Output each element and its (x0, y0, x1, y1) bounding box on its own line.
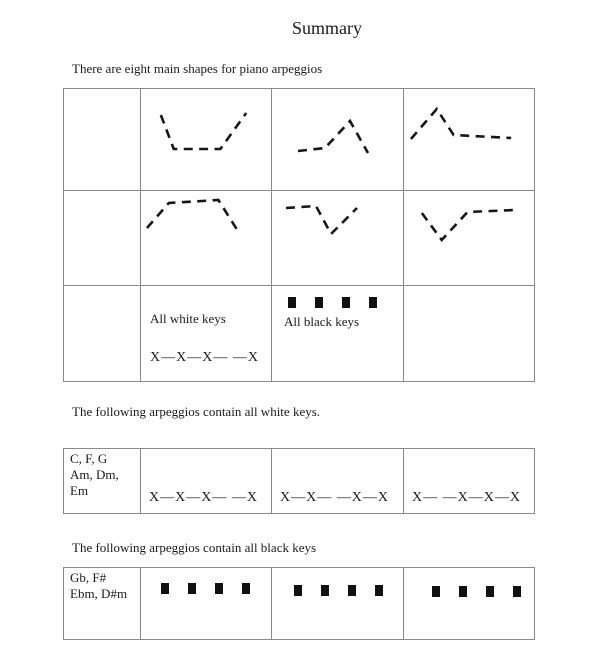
black-key-square (242, 583, 250, 594)
white-chords-line-1: C, F, G (70, 451, 108, 466)
black-pattern-cell-3 (403, 568, 534, 639)
shape-cell-dip-early (403, 190, 534, 285)
black-keys-label: All black keys (284, 314, 360, 329)
white-chords-line-2: Am, Dm, Em (70, 467, 119, 498)
shapes-table-row-2 (64, 190, 534, 285)
white-keys-pattern: X—X—X— —X (150, 350, 259, 365)
black-key-square (432, 586, 440, 597)
arpeggio-shape-dip-late-icon (272, 195, 403, 255)
white-pattern-1: X—X—X— —X (149, 490, 258, 505)
empty-cell (64, 285, 140, 381)
black-key-square (369, 297, 377, 308)
white-keys-label: All white keys (150, 311, 226, 326)
black-key-square (348, 585, 356, 596)
black-key-square (321, 585, 329, 596)
black-key-squares (294, 583, 402, 601)
black-key-square (375, 585, 383, 596)
white-arpeggios-row (64, 449, 534, 513)
black-key-square (161, 583, 169, 594)
black-arpeggios-row (64, 568, 534, 639)
arpeggio-shape-dip-early-icon (404, 195, 534, 255)
shapes-table (63, 88, 535, 382)
black-key-squares (161, 581, 269, 599)
black-key-square (294, 585, 302, 596)
arpeggio-shape-peak-late-icon (272, 99, 403, 159)
black-key-square (342, 297, 350, 308)
black-key-square (315, 297, 323, 308)
black-pattern-cell-2 (271, 568, 403, 639)
black-pattern-cell-1 (140, 568, 271, 639)
white-pattern-2: X—X— —X—X (280, 490, 389, 505)
white-keys-cell (140, 285, 271, 381)
black-key-square (188, 583, 196, 594)
shapes-table-row-3 (64, 285, 534, 381)
arpeggio-shape-peak-early-icon (404, 99, 534, 159)
white-chords-cell (64, 449, 140, 513)
shape-cell-peak-late (271, 89, 403, 190)
shape-cell-peak-early (403, 89, 534, 190)
white-keys-heading: The following arpeggios contain all white keys. (72, 404, 321, 419)
black-chords-cell (64, 568, 140, 639)
white-pattern-cell-2 (271, 449, 403, 513)
black-key-square (215, 583, 223, 594)
shapes-table-row-1 (64, 89, 534, 190)
white-pattern-3: X— —X—X—X (412, 490, 521, 505)
white-pattern-cell-1 (140, 449, 271, 513)
shape-cell-plateau (140, 190, 271, 285)
black-keys-heading: The following arpeggios contain all black keys (72, 540, 317, 555)
black-key-square (459, 586, 467, 597)
black-key-square (486, 586, 494, 597)
white-pattern-cell-3 (403, 449, 534, 513)
intro-text: There are eight main shapes for piano arpeggios (72, 61, 323, 76)
black-key-square (513, 586, 521, 597)
arpeggio-shape-valley-icon (141, 99, 271, 159)
shape-cell-valley (140, 89, 271, 190)
page-title: Summary (292, 18, 362, 38)
arpeggio-shape-plateau-icon (141, 195, 271, 255)
shape-cell-dip-late (271, 190, 403, 285)
white-arpeggios-table (63, 448, 535, 514)
black-key-squares (432, 584, 534, 602)
black-key-squares (288, 295, 396, 313)
black-keys-cell (271, 285, 403, 381)
black-key-square (288, 297, 296, 308)
empty-cell (403, 285, 534, 381)
empty-cell (64, 190, 140, 285)
black-arpeggios-table (63, 567, 535, 640)
empty-cell (64, 89, 140, 190)
black-chords-line-2: Ebm, D#m (70, 586, 128, 601)
black-chords-line-1: Gb, F# (70, 570, 107, 585)
